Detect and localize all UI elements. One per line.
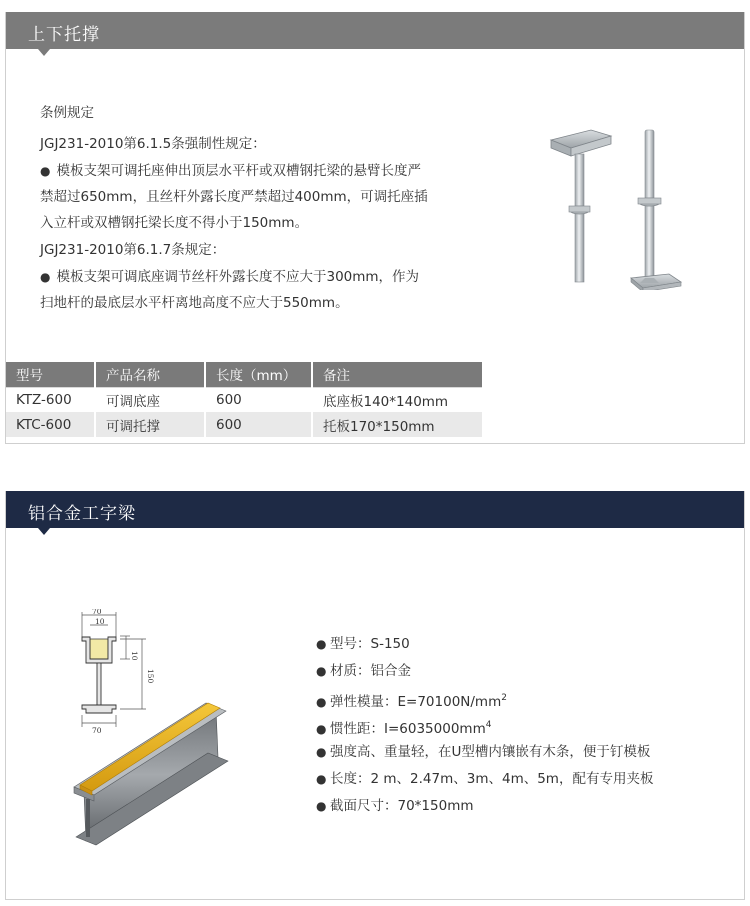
section-header [6, 491, 744, 528]
spec-elastic-superscript: 2 [501, 693, 507, 703]
table-header-remarks: 备注 [312, 362, 482, 387]
regulation-1-line-2: 禁超过650mm，且丝杆外露长度严禁超过400mm，可调托座插 [40, 189, 428, 205]
regulation-1-line-3: 入立杆或双槽钢托梁长度不得小于150mm。 [40, 215, 309, 231]
base-plate-jack [631, 130, 681, 290]
bullet-icon: ● [316, 722, 327, 736]
spec-elastic-modulus: 弹性模量：E=70100N/mm [330, 694, 502, 710]
header-banner-shape [6, 12, 744, 62]
bullet-icon: ● [316, 772, 327, 786]
dim-groove: 10 [130, 651, 139, 661]
table-cell-model: KTC-600 [6, 412, 95, 437]
section-panel-aluminum-i-beam [5, 491, 745, 900]
spec-length: 长度：2 m、2.47m、3m、4m、5m，配有专用夹板 [330, 771, 654, 787]
table-header-length: 长度（mm） [205, 362, 312, 387]
section-panel-upper-lower-support [5, 12, 745, 444]
dim-bottom-width: 70 [92, 726, 102, 735]
table-row [6, 387, 482, 412]
spec-inertia: 惯性距：I=6035000mm [330, 721, 486, 737]
dim-top-width: 70 [92, 609, 102, 616]
bullet-icon: ● [316, 799, 327, 813]
list-item [316, 633, 653, 660]
list-item [316, 795, 653, 822]
table-header-row [6, 362, 482, 387]
bullet-icon: ● [316, 745, 327, 759]
table-header-model: 型号 [6, 362, 95, 387]
regulation-2-title: JGJ231-2010第6.1.7条规定： [40, 242, 226, 258]
regulation-2-line-1: ● 模板支架可调底座调节丝杆外露长度不应大于300mm，作为 [40, 265, 419, 285]
regulation-heading: 条例规定 [40, 105, 94, 121]
regulation-1-title: JGJ231-2010第6.1.5条强制性规定： [40, 136, 266, 152]
spec-feature: 强度高、重量轻，在U型槽内镶嵌有木条，便于钉模板 [330, 744, 651, 760]
spec-material: 材质：铝合金 [330, 663, 411, 679]
table-row [6, 412, 482, 437]
dim-inner: 10 [95, 617, 105, 626]
regulation-2-line-2: 扫地杆的最底层水平杆离地高度不应大于550mm。 [40, 295, 349, 311]
adjustable-jack-illustration [541, 110, 691, 290]
list-item [316, 768, 653, 795]
table-cell-model: KTZ-600 [6, 387, 95, 412]
spec-inertia-superscript: 4 [485, 720, 492, 730]
section-header [6, 12, 744, 49]
bullet-icon: ● [316, 695, 327, 709]
bullet-icon: ● [316, 637, 327, 651]
regulation-1-line-1: ● 模板支架可调托座伸出顶层水平杆或双槽钢托梁的悬臂长度严 [40, 159, 421, 179]
list-item [316, 714, 653, 741]
i-beam-spec-list [316, 633, 653, 822]
spec-model: 型号：S-150 [330, 636, 410, 652]
table-cell-remarks: 托板170*150mm [312, 412, 482, 437]
spec-section-size: 截面尺寸：70*150mm [330, 798, 474, 814]
list-item [316, 660, 653, 687]
section-title: 铝合金工字梁 [28, 504, 136, 524]
table-header-product-name: 产品名称 [95, 362, 205, 387]
aluminum-i-beam-illustration [66, 697, 296, 847]
u-head-jack [551, 130, 611, 282]
list-item [316, 741, 653, 768]
table-cell-product-name: 可调底座 [95, 387, 205, 412]
table-cell-remarks: 底座板140*140mm [312, 387, 482, 412]
list-item [316, 687, 653, 714]
section-title: 上下托撑 [28, 25, 100, 45]
dim-height: 150 [146, 669, 155, 684]
table-cell-product-name: 可调托撑 [95, 412, 205, 437]
table-cell-length: 600 [205, 412, 312, 437]
bullet-icon: ● [316, 664, 327, 678]
product-spec-table [6, 362, 482, 437]
table-cell-length: 600 [205, 387, 312, 412]
